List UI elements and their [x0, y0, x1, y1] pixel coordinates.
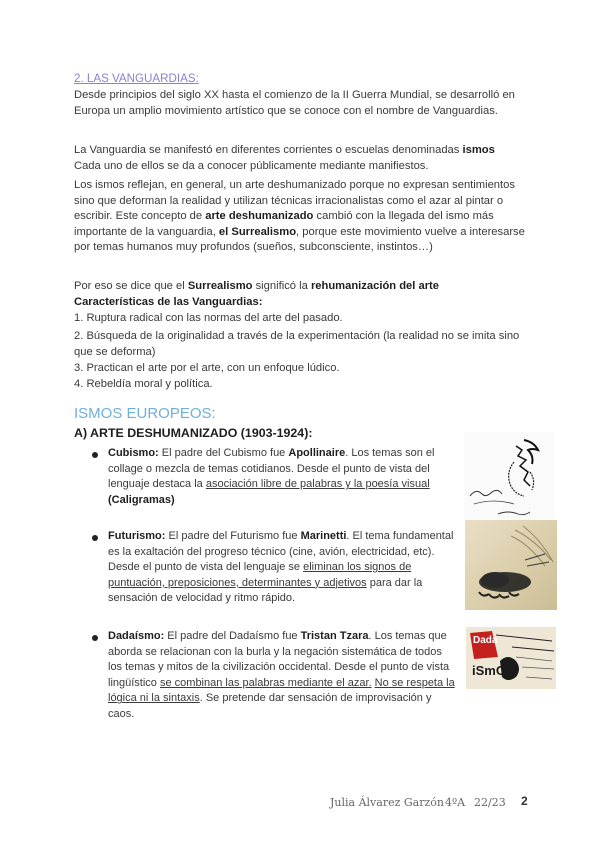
dada-poster	[466, 627, 556, 689]
item-lead: Cubismo:	[108, 447, 159, 459]
item-author: Tristan Tzara	[300, 630, 369, 642]
feature-item-2: 2. Búsqueda de la originalidad a través de la experimentación (la realidad no se imita sino que se deforma)	[74, 330, 520, 358]
item-text: El padre del Futurismo fue	[165, 530, 301, 542]
p3-text-a: Los ismos reflejan, en general, un arte deshumanizado porque no expresan sentimientos sino que deforman la realidad y utilizan técnicas irracionalistas como el azar al pintar o escribir. Este concepto de	[74, 179, 515, 223]
feature-item-4: 4. Rebeldía moral y política.	[74, 378, 213, 390]
bullet-dot	[92, 535, 98, 541]
item-text: . Se pretende dar sensación de improvisación y caos.	[108, 692, 432, 720]
bullet-dot	[92, 452, 98, 458]
intro-paragraph	[74, 88, 534, 119]
p3-bold-arte: arte deshumanizado	[205, 210, 314, 223]
footer-course: 4ºA	[445, 796, 466, 809]
p4-text-a: Por eso se dice que el	[74, 280, 188, 292]
futurism-painting	[465, 520, 557, 610]
p3-text-e: , porque este movimiento vuelve a interesarse por temas humanos muy profundos (sueños, subconsciente, instintos…)	[74, 225, 525, 254]
p3-text-c: cambió con la llegada del ismo más importante de la vanguardia,	[74, 210, 494, 238]
features-title: Características de las Vanguardias:	[74, 296, 263, 308]
item-text: El padre del Dadaísmo fue	[164, 630, 301, 642]
item-underlined: asociación libre de palabras y la poesía visual	[205, 478, 430, 491]
p4-text-c: significó la	[252, 280, 311, 292]
item-bold: (Caligramas)	[108, 493, 175, 506]
intro-text: Desde principios del siglo XX hasta el comienzo de la II Guerra Mundial, se desarrolló en Europa un amplio movimiento artístico que se conoce con el nombre de Vanguardias.	[74, 89, 515, 117]
item-text: . Los temas son el collage o mezcla de temas cotidianos. Desde el punto de vista del lenguaje destaca la	[108, 447, 435, 491]
item-lead: Futurismo:	[108, 530, 166, 542]
paragraph-deshumanizado	[74, 178, 534, 256]
list-item-futurismo	[108, 529, 458, 607]
feature-item-3: 3. Practican el arte por el arte, con un enfoque lúdico.	[74, 362, 340, 374]
item-text: . El tema fundamental es la exaltación del progreso técnico (cine, avión, electricidad, etc). Desde el punto de vista del lenguaje se	[108, 530, 454, 574]
item-underlined: No se respeta la lógica ni la sintaxis	[108, 676, 455, 705]
p4-bold-surrealismo: Surrealismo	[187, 280, 253, 292]
item-text: El padre del Cubismo fue	[158, 447, 289, 459]
item-author: Marinetti	[300, 530, 347, 542]
item-text: . Los temas que aborda se relacionan con la burla y la negación sistemática de todos los temas y mitos de la civilización occidental. Desde el punto de vista lingüístico	[108, 630, 450, 689]
item-underlined: eliminan los signos de puntuación, preposiciones, determinantes y adjetivos	[108, 561, 412, 589]
footer-author: Julia Álvarez Garzón	[330, 796, 444, 809]
dada-poster-text-2: iSmO	[472, 663, 506, 678]
feature-item-1: 1. Ruptura radical con las normas del arte del pasado.	[74, 312, 343, 324]
footer-year: 22/23	[474, 796, 506, 809]
list-item-dadaismo	[108, 629, 458, 723]
list-item-cubismo	[108, 446, 458, 508]
paragraph-ismos	[74, 143, 534, 174]
p2-text-c: Cada uno de ellos se da a conocer públicamente mediante manifiestos.	[74, 159, 429, 172]
arte-deshumanizado-subtitle: A) ARTE DESHUMANIZADO (1903-1924):	[74, 426, 313, 440]
dada-poster-text-1: Dada	[473, 635, 498, 646]
calligram-drawing	[464, 432, 554, 522]
page-number: 2	[521, 794, 528, 808]
paragraph-rehumanizacion	[74, 279, 534, 295]
item-text: para dar la sensación de velocidad y ritmo rápido.	[108, 576, 423, 605]
p2-text-a: La Vanguardia se manifestó en diferentes corrientes o escuelas denominadas	[74, 144, 463, 156]
p2-bold-ismos: ismos	[462, 144, 495, 156]
p3-bold-surrealismo: el Surrealismo	[218, 225, 297, 238]
calligram-image	[464, 432, 554, 522]
ismos-title: ISMOS EUROPEOS:	[74, 405, 216, 422]
item-lead: Dadaísmo:	[108, 630, 165, 642]
futurism-drawing	[465, 520, 557, 610]
bullet-dot	[92, 635, 98, 641]
section-heading: 2. LAS VANGUARDIAS:	[74, 72, 199, 85]
item-underlined: se combinan las palabras mediante el azar.	[159, 676, 372, 689]
item-author: Apollinaire	[288, 447, 346, 459]
p4-bold-rehumanizacion: rehumanización del arte	[310, 280, 440, 292]
